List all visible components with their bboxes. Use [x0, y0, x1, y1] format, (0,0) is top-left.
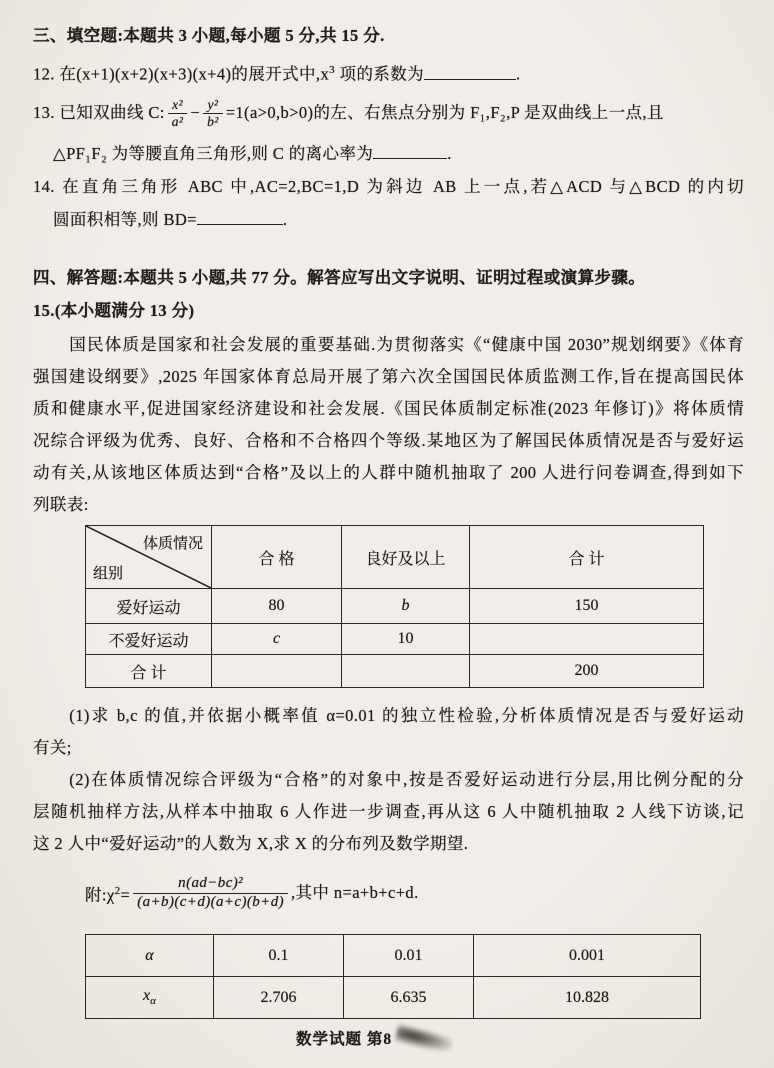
row-label-not-likes-sport: 不爱好运动: [86, 624, 212, 655]
scan-smudge: [395, 1024, 453, 1054]
cell-80: 80: [212, 589, 342, 624]
formula-exponent: 2: [114, 884, 121, 897]
q14-line2-text: 圆面积相等,则 BD=: [53, 210, 197, 229]
footer-text: 数学试题 第8: [296, 1031, 393, 1048]
cell-10: 10: [342, 624, 470, 655]
q15-sub2-line2: 层随机抽样方法,从样本中抽取 6 人作进一步调查,再从这 6 人中随机抽取 2 人线下访谈,记: [33, 802, 744, 821]
col-header-qualified: 合 格: [212, 526, 342, 589]
alpha-value-2: 0.01: [344, 935, 474, 977]
x-subscript: α: [150, 995, 156, 1008]
diagonal-bottom-label: 组别: [93, 566, 124, 582]
x-alpha-value-1: 2.706: [214, 977, 344, 1019]
q14-period: .: [282, 210, 288, 229]
cell-c: c: [212, 624, 342, 655]
formula-chi: 附:χ: [85, 885, 115, 905]
q12-exponent: 3: [329, 64, 336, 76]
x-base: x: [143, 987, 151, 1005]
question-13-line1: [33, 88, 744, 138]
q13-fraction-x2a2: [168, 97, 188, 129]
alpha-value-3: 0.001: [474, 935, 701, 977]
table-row: [86, 589, 704, 624]
section4-heading: 四、解答题:本题共 5 小题,共 77 分。解答应写出文字说明、证明过程或演算步骤。: [33, 268, 646, 287]
q13-frac2-numerator: y²: [207, 96, 219, 112]
q15-sub2-line1: (2)在体质情况综合评级为“合格”的对象中,按是否爱好运动进行分层,用比例分配的分: [69, 770, 744, 789]
contingency-table: [85, 525, 704, 688]
q15-sub2-line3: 这 2 人中“爱好运动”的人数为 X,求 X 的分布列及数学期望.: [33, 834, 469, 853]
q14-answer-blank: [197, 210, 283, 225]
question-12: [33, 54, 744, 88]
cell-150: 150: [470, 589, 704, 624]
q15-paragraph-line1: 国民体质是国家和社会发展的重要基础.为贯彻落实《“健康中国 2030”规划纲要》《体育: [69, 335, 744, 354]
q13-period: .: [447, 144, 452, 163]
q15-sub1-line1: (1)求 b,c 的值,并依据小概率值 α=0.01 的独立性检验,分析体质情况是否与爱好运动: [69, 706, 744, 725]
question-14-line2: [53, 204, 744, 240]
q13-line2-text: △PF₁F₂ 为等腰直角三角形,则 C 的离心率为: [53, 144, 374, 163]
critical-values-table: [85, 934, 701, 1019]
q15-paragraph-line2: 强国建设纲要》,2025 年国家体育总局开展了第六次全国国民体质监测工作,旨在提高国民体: [33, 367, 744, 386]
col-header-good-or-above: 良好及以上: [342, 526, 470, 589]
formula-equals: =: [120, 885, 131, 905]
formula-denominator: (a+b)(c+d)(a+c)(b+d): [133, 893, 288, 911]
q15-paragraph-line5: 动有关,从该地区体质达到“合格”及以上的人群中随机抽取了 200 人进行问卷调查,得到如下: [33, 463, 744, 482]
q12-answer-blank: [424, 65, 516, 80]
q12-text: 12. 在(x+1)(x+2)(x+3)(x+4)的展开式中,x: [33, 64, 330, 84]
table-row: [86, 655, 704, 688]
col-header-total: 合 计: [470, 526, 704, 589]
diagonal-top-label: 体质情况: [142, 536, 203, 552]
formula-fraction: [133, 875, 288, 911]
chi-square-formula: [85, 864, 744, 922]
question-14-line1: 14. 在直角三角形 ABC 中,AC=2,BC=1,D 为斜边 AB 上一点,若△ACD 与△BCD 的内切: [33, 177, 744, 196]
q13-text-pre: 13. 已知双曲线 C:: [33, 103, 165, 122]
alpha-value-1: 0.1: [214, 935, 344, 977]
table-header-row: [86, 526, 704, 589]
x-alpha-row: [86, 977, 701, 1019]
row-label-likes-sport: 爱好运动: [86, 589, 212, 624]
page-footer: [296, 1026, 452, 1050]
q13-answer-blank: [373, 144, 447, 159]
q15-paragraph-line3: 质和健康水平,促进国家经济建设和社会发展.《国民体质制定标准(2023 年修订)》将体质情: [33, 399, 744, 418]
q13-frac1-numerator: x²: [172, 96, 183, 112]
formula-prefix: [85, 875, 130, 912]
q15-paragraph-line6: 列联表:: [33, 495, 89, 514]
diagonal-header-cell: [86, 526, 212, 589]
q12-text-mid: 项的系数为: [335, 64, 425, 84]
q13-fraction-y2b2: [203, 97, 223, 129]
cell-200: 200: [470, 655, 704, 688]
q15-paragraph-line4: 况综合评级为优秀、良好、合格和不合格四个等级.某地区为了解国民体质情况是否与爱好运: [33, 431, 744, 450]
question-15-title: 15.(本小题满分 13 分): [33, 301, 195, 320]
q13-text-after: =1(a>0,b>0)的左、右焦点分别为 F₁,F₂,P 是双曲线上一点,且: [225, 103, 664, 122]
alpha-row: [86, 935, 701, 977]
alpha-label: α: [86, 935, 214, 977]
formula-numerator: n(ad−bc)²: [178, 875, 244, 892]
row-label-total: 合 计: [86, 655, 212, 688]
q13-frac1-denominator: a²: [168, 113, 188, 130]
cell-b: b: [342, 589, 470, 624]
x-alpha-label: [86, 977, 214, 1019]
section3-heading: 三、填空题:本题共 3 小题,每小题 5 分,共 15 分.: [33, 26, 385, 45]
q13-minus-sign: −: [190, 103, 201, 122]
x-alpha-value-3: 10.828: [474, 977, 701, 1019]
cell-empty: [470, 624, 704, 655]
cell-empty: [212, 655, 342, 688]
q15-sub1-line2: 有关;: [33, 738, 72, 757]
cell-empty: [342, 655, 470, 688]
section-spacer: [33, 240, 744, 262]
x-alpha-value-2: 6.635: [344, 977, 474, 1019]
q13-frac2-denominator: b²: [203, 113, 223, 130]
question-13-line2: [53, 138, 744, 171]
table-row: [86, 624, 704, 655]
q12-period: .: [516, 64, 521, 84]
formula-suffix: ,其中 n=a+b+c+d.: [291, 883, 419, 902]
